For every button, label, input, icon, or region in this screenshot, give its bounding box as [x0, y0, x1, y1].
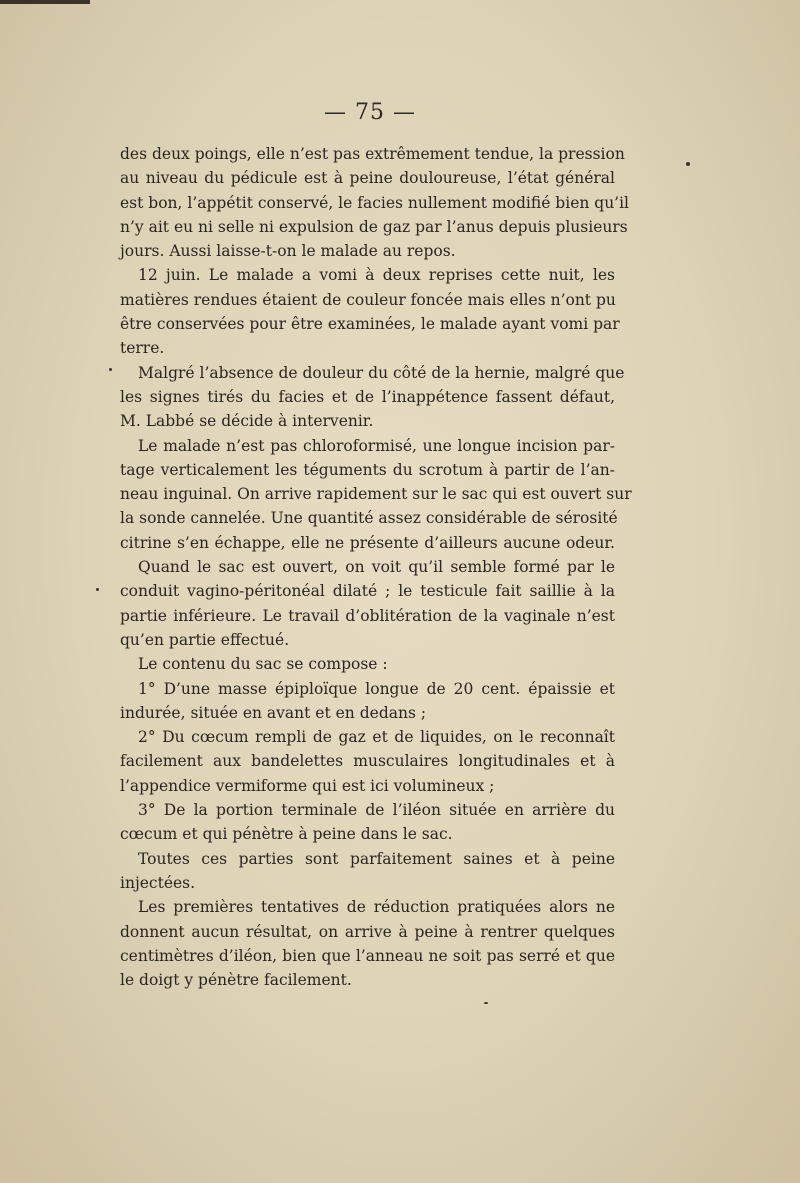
- text-line: conduit vagino-péritonéal dilaté ; le testicule fait saillie à la: [120, 582, 615, 601]
- text-line: cœcum et qui pénètre à peine dans le sac.: [120, 825, 453, 844]
- text-line: Le contenu du sac se compose :: [138, 655, 388, 674]
- text-line: n’y ait eu ni selle ni expulsion de gaz par l’anus depuis plusieurs: [120, 217, 628, 236]
- text-line: matières rendues étaient de couleur foncée mais elles n’ont pu: [120, 290, 616, 309]
- ink-speck: [686, 162, 690, 166]
- text-line: qu’en partie effectué.: [120, 630, 290, 649]
- text-line: Les premières tentatives de réduction pratiquées alors ne: [138, 898, 615, 917]
- text-line: indurée, située en avant et en dedans ;: [120, 703, 427, 722]
- text-line: les signes tirés du facies et de l’inappétence fassent défaut,: [120, 387, 615, 406]
- text-line: 1° D’une masse épiploïque longue de 20 cent. épaissie et: [138, 679, 615, 698]
- text-line: terre.: [120, 339, 165, 358]
- text-line: au niveau du pédicule est à peine douloureuse, l’état général: [120, 169, 615, 188]
- text-line: partie inférieure. Le travail d’oblitération de la vaginale n’est: [120, 606, 615, 625]
- text-line: Malgré l’absence de douleur du côté de la hernie, malgré que: [138, 363, 625, 382]
- text-line: M. Labbé se décide à intervenir.: [120, 412, 374, 431]
- page-number: — 75 —: [324, 100, 416, 125]
- text-line: injectées.: [120, 873, 196, 892]
- text-line: Toutes ces parties sont parfaitement saines et à peine: [138, 849, 615, 868]
- text-line: jours. Aussi laisse-t-on le malade au repos.: [120, 242, 456, 261]
- text-line: est bon, l’appétit conservé, le facies nullement modifié bien qu’il: [120, 193, 630, 212]
- text-line: être conservées pour être examinées, le malade ayant vomi par: [120, 315, 620, 334]
- text-line: des deux poings, elle n’est pas extrêmement tendue, la pression: [120, 145, 625, 163]
- text-line: centimètres d’iléon, bien que l’anneau ne soit pas serré et que: [120, 946, 615, 965]
- body-text: [120, 142, 632, 992]
- text-line: citrine s’en échappe, elle ne présente d’ailleurs aucune odeur.: [120, 533, 615, 552]
- ink-speck: [109, 368, 112, 371]
- text-line: la sonde cannelée. Une quantité assez considérable de sérosité: [120, 509, 618, 528]
- text-line: donnent aucun résultat, on arrive à peine à rentrer quelques: [120, 922, 615, 941]
- ink-speck: [96, 588, 99, 591]
- text-line: neau inguinal. On arrive rapidement sur le sac qui est ouvert sur: [120, 485, 632, 504]
- text-line: Le malade n’est pas chloroformisé, une longue incision par-: [138, 436, 615, 455]
- text-line: Quand le sac est ouvert, on voit qu’il semble formé par le: [138, 558, 615, 577]
- text-line: tage verticalement les téguments du scrotum à partir de l’an-: [120, 460, 615, 479]
- text-line: l’appendice vermiforme qui est ici volumineux ;: [120, 776, 495, 795]
- text-line: 2° Du cœcum rempli de gaz et de liquides, on le reconnaît: [138, 728, 615, 747]
- text-line: 3° De la portion terminale de l’iléon située en arrière du: [138, 801, 615, 820]
- text-line: facilement aux bandelettes musculaires longitudinales et à: [120, 752, 615, 771]
- text-line: 12 juin. Le malade a vomi à deux reprises cette nuit, les: [138, 266, 615, 285]
- page-edge-mark: [0, 0, 90, 4]
- ink-speck: [484, 1002, 488, 1004]
- text-line: le doigt y pénètre facilement.: [120, 971, 352, 990]
